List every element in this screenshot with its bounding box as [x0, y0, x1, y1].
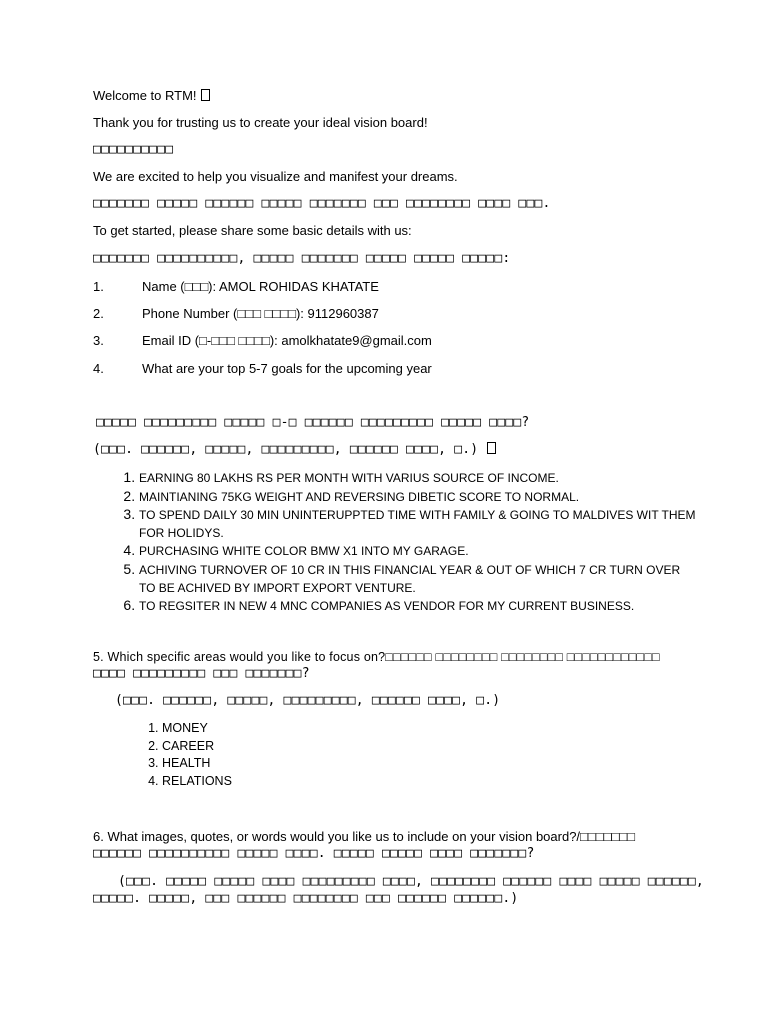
focus-area-item: 2. CAREER — [162, 738, 232, 756]
detail-number: 4. — [93, 361, 104, 376]
welcome-text: Welcome to RTM! — [93, 88, 201, 103]
detail-name: Name (□□□): AMOL ROHIDAS KHATATE — [142, 279, 379, 294]
detail-phone: Phone Number (□□□ □□□□): 9112960387 — [142, 306, 379, 321]
q5-line-1 — [93, 649, 660, 664]
detail-number: 3. — [93, 333, 104, 348]
q6-example-line-1: (□□□. □□□□□ □□□□□ □□□□ □□□□□□□□□ □□□□, □□□□□□□□ □□□□□□ □□□□ □□□□□ □□□□□□, — [118, 874, 704, 889]
welcome-line — [93, 88, 210, 103]
goals-example-text: (□□□. □□□□□□, □□□□□, □□□□□□□□□, □□□□□□ □□□□, □.) — [93, 442, 487, 457]
q5-line-2: □□□□ □□□□□□□□□ □□□ □□□□□□□? — [93, 666, 310, 681]
goals-list — [115, 469, 699, 616]
goal-item: 2. MAINTIANING 75KG WEIGHT AND REVERSING DIBETIC SCORE TO NORMAL. — [139, 488, 699, 507]
emoji-placeholder-icon — [201, 89, 210, 101]
focus-area-item: 4. RELATIONS — [162, 773, 232, 791]
q5-example: (□□□. □□□□□□, □□□□□, □□□□□□□□□, □□□□□□ □□□□, □.) — [115, 693, 501, 708]
detail-goals-question: What are your top 5-7 goals for the upcoming year — [142, 361, 432, 376]
thanks-line: Thank you for trusting us to create your ideal vision board! — [93, 115, 428, 130]
focus-area-item: 3. HEALTH — [162, 755, 232, 773]
emoji-placeholder-icon — [487, 442, 496, 454]
goals-example-marathi — [93, 442, 496, 457]
marathi-get-started-line: □□□□□□□ □□□□□□□□□□, □□□□□ □□□□□□□ □□□□□ □□□□□ □□□□□: — [93, 251, 511, 266]
detail-number: 2. — [93, 306, 104, 321]
q6-line-2: □□□□□□ □□□□□□□□□□ □□□□□ □□□□. □□□□□ □□□□□ □□□□ □□□□□□□? — [93, 846, 535, 861]
q5-text: 5. Which specific areas would you like to focus on?□□□□□□ □□□□□□□□ □□□□□□□□ □□□□□□□□□□□□ — [93, 650, 660, 664]
get-started-line: To get started, please share some basic details with us: — [93, 223, 412, 238]
detail-number: 1. — [93, 279, 104, 294]
q6-line-1: 6. What images, quotes, or words would you like us to include on your vision board?/□□□□□□□ — [93, 829, 636, 844]
goal-item: 3. TO SPEND DAILY 30 MIN UNINTERUPPTED TIME WITH FAMILY & GOING TO MALDIVES WIT THEM FOR HOLIDYS. — [139, 506, 699, 542]
detail-email: Email ID (□-□□□ □□□□): amolkhatate9@gmail.com — [142, 333, 432, 348]
goal-item: 6. TO REGSITER IN NEW 4 MNC COMPANIES AS VENDOR FOR MY CURRENT BUSINESS. — [139, 597, 699, 616]
marathi-excited-line: □□□□□□□ □□□□□ □□□□□□ □□□□□ □□□□□□□ □□□ □□□□□□□□ □□□□ □□□. — [93, 196, 551, 211]
goal-item: 4. PURCHASING WHITE COLOR BMW X1 INTO MY GARAGE. — [139, 542, 699, 561]
excited-line: We are excited to help you visualize and manifest your dreams. — [93, 169, 458, 184]
q6-example-line-2: □□□□□. □□□□□, □□□ □□□□□□ □□□□□□□□ □□□ □□□□□□ □□□□□□.) — [93, 891, 519, 906]
marathi-greeting: □□□□□□□□□□ — [93, 142, 174, 157]
focus-area-item: 1. MONEY — [162, 720, 232, 738]
goal-item: 1. EARNING 80 LAKHS RS PER MONTH WITH VARIUS SOURCE OF INCOME. — [139, 469, 699, 488]
goal-item: 5. ACHIVING TURNOVER OF 10 CR IN THIS FINANCIAL YEAR & OUT OF WHICH 7 CR TURN OVER TO BE ACHIVED BY IMPORT EXPORT VENTURE. — [139, 561, 699, 597]
focus-areas-list — [138, 720, 232, 790]
goals-question-marathi: □□□□□ □□□□□□□□□ □□□□□ □-□ □□□□□□ □□□□□□□□□ □□□□□ □□□□? — [96, 415, 530, 430]
